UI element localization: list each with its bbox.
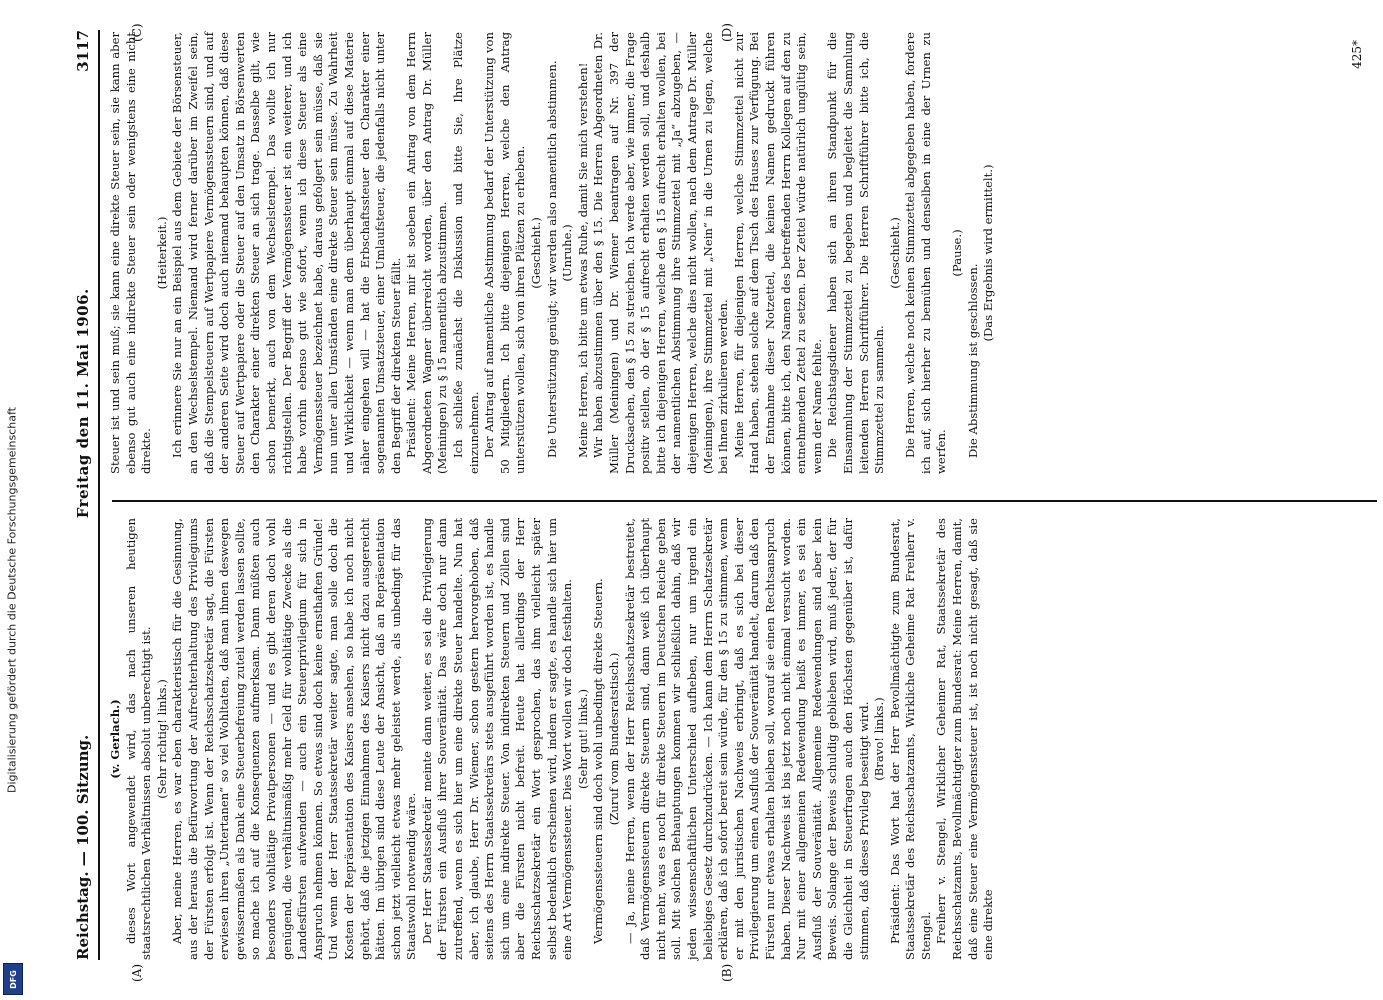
stage-direction: (Unruhe.): [560, 224, 575, 282]
stage-direction: (Zuruf vom Bundesratstisch.): [607, 652, 621, 826]
stage-direction: (Bravo! links.): [872, 697, 887, 781]
body-paragraph: Wir haben abzustimmen über den § 15. Die Herren Abgeordneten Dr. Müller (Meiningen) und Dr. Wiemer beantragen auf Nr. 397 der Drucksachen, den § 15 zu streichen. Ich werde aber, wie immer, die Frage positiv stellen, ob der § 15 aufrecht erhalten werden soll, und deshalb bitte ich diejenigen Herren, welche den § 15 aufrecht erhalten wollen, bei der namentlichen Abstimmung ihre Stimmzettel mit „Ja“ abzugeben, — diejenigen Herren, welche dies nicht wollen, nach dem Antrage Dr. Müller (Meiningen), ihre Stimmzettel mit „Nein“ in die Urnen zu legen, welche bei Ihnen zirkulieren werden.: [591, 32, 731, 474]
body-paragraph: Die Reichstagsdiener haben sich an ihren Standpunkt für die Einsammlung der Stimmzettel zu begeben und begleitet die Sammlung leitenden Herren Schriftführer. Die Herren Schriftführer bitte ich, die Stimmzettel zu sammeln.: [825, 32, 887, 474]
stage-direction: (Sehr gut! links.): [575, 689, 590, 789]
stage-direction: (Geschieht.): [887, 217, 902, 289]
column-divider: [112, 500, 1377, 502]
dfg-logo-text: DFG: [8, 969, 18, 989]
left-column: [108, 518, 1377, 960]
speaker-label: (v. Gerlach.): [108, 699, 122, 779]
body-paragraph: Die Abstimmung ist geschlossen.: [965, 263, 980, 458]
rotated-page: [60, 0, 1383, 1000]
body-paragraph: Freiherr v. Stengel, Wirklicher Geheimer Rat, Staatssekretär des Reichsschatzamts, Bevollmächtigter zum Bundesrat: Meine Herren, damit, daß eine Steuer eine Vermögenssteuer ist, ist noch nicht gesagt, daß sie eine direkte: [934, 518, 996, 960]
stage-direction: (Pause.): [950, 229, 965, 277]
stage-direction: (Geschieht.): [529, 217, 544, 289]
signature-mark: 425*: [1350, 40, 1364, 69]
header-left: Reichstag. — 100. Sitzung.: [74, 734, 92, 960]
stage-direction: (Das Ergebnis wird ermittelt.): [981, 164, 996, 342]
stage-direction: (Heiterkeit.): [154, 216, 169, 290]
page-header: [74, 30, 100, 960]
watermark-strip: [0, 0, 24, 1000]
stage-direction: (Sehr richtig! links.): [154, 679, 169, 799]
body-paragraph: Ich schließe zunächst die Diskussion und bitte Sie, Ihre Plätze einzunehmen.: [451, 32, 481, 474]
body-paragraph: — Ja, meine Herren, wenn der Herr Reichsschatzsekretär bestreitet, daß Vermögenssteuern direkte Steuern sind, dann weiß ich überhaupt nicht mehr, was es noch für direkte Steuern im Deutschen Reiche geben soll. Mit solchen Behauptungen kommen wir schließlich dahin, daß wir jeden wissenschaftlichen Unterschied aufheben, nur um irgend ein beliebiges Gesetz durchzudrücken. — Ich kann dem Herrn Schatzsekretär erklären, daß ich sofort bereit sein würde, für den § 15 zu stimmen, wenn er mit den juristischen Nachweis erbringt, daß es sich bei dieser Privilegierung um einen Ausfluß der Souveränität handelt, darum daß den Fürsten nur etwas erhalten bleiben soll, worauf sie einen Rechtsanspruch haben. Dieser Nachweis ist bis jetzt noch nicht einmal versucht worden. Nur mit einer allgemeinen Redewendung heißt es immer, es sei ein Ausfluß der Souveränität. Allgemeine Redewendungen sind aber kein Beweis. Solange der Beweis schuldig geblieben wird, muß jeder, der für die Gleichheit in Steuerfragen auch den Höchsten gegenüber ist, dafür stimmen, daß dieses Privileg beseitigt wird.: [622, 518, 871, 960]
margin-mark-b: (B): [720, 963, 734, 982]
header-date: Freitag den 11. Mai 1906.: [74, 288, 92, 519]
body-paragraph: Der Herr Staatssekretär meinte dann weiter, es sei die Privilegierung der Fürsten ein Ausfluß ihrer Souveränität. Das wäre doch nur dann zutreffend, wenn es sich hier um eine direkte Steuer handelte. Nun hat aber, ich glaube, Herr Dr. Wiemer, schon gestern hervorgehoben, daß seitens des Herrn Staatssekretärs stets ausgeführt worden ist, es handle sich um eine indirekte Steuer. Von indirekten Steuern und Zöllen sind aber die Fürsten nicht befreit. Heute hat allerdings der Herr Reichsschatzsekretär ein Wort gesprochen, das ihm vielleicht später selbst bedenklich erscheinen wird, indem er sagte, es handle sich hier um eine Art Vermögenssteuer. Dies Wort wollen wir doch festhalten.: [419, 518, 575, 960]
body-paragraph: Die Herren, welche noch keinen Stimmzettel abgegeben haben, fordere ich auf, sich hierher zu bemühen und denselben in eine der Urnen zu werfen.: [903, 32, 949, 474]
body-paragraph: dieses Wort angewendet wird, das nach unseren heutigen staatsrechtlichen Verhältnissen absolut unberechtigt ist.: [123, 518, 154, 960]
body-paragraph: Der Antrag auf namentliche Abstimmung bedarf der Unterstützung von 50 Mitgliedern. Ich bitte diejenigen Herren, welche den Antrag unterstützen wollen, sich von ihren Plätzen zu erheben.: [482, 32, 528, 474]
page-number: 3117: [74, 30, 92, 72]
body-paragraph: Meine Herren, für diejenigen Herren, welche Stimmzettel nicht zur Hand haben, stehen solche auf dem Tisch des Hauses zur Verfügung. Bei der Entnahme dieser Notzettel, die keinen Namen gedruckt führen können, bitte ich, den Namen des betreffenden Herrn Kollegen auf den zu entnehmenden Zettel zu setzen. Der Zettel würde natürlich ungültig sein, wenn der Name fehlte.: [731, 32, 824, 474]
body-paragraph: Die Unterstützung genügt; wir werden also namentlich abstimmen.: [544, 60, 559, 458]
margin-mark-d: (D): [720, 23, 734, 42]
dfg-logo: [3, 963, 23, 995]
president-remark: Präsident: Meine Herren, mir ist soeben ein Antrag von dem Herrn Abgeordneten Wagner überreicht worden, über den Antrag Dr. Müller (Meiningen) zu § 15 namentlich abzustimmen.: [404, 32, 450, 474]
body-paragraph: Vermögenssteuern sind doch wohl unbedingt direkte Steuern.: [591, 578, 606, 944]
margin-mark-c: (C): [130, 23, 144, 42]
president-remark: Präsident: Das Wort hat der Herr Bevollmächtigte zum Bundesrat, Staatssekretär des Reichsschatzamts, Wirkliche Geheime Rat Freiherr v. Stengel.: [887, 518, 933, 960]
body-paragraph: Ich erinnere Sie nur an ein Beispiel aus dem Gebiete der Börsensteuer, an den Wechselstempel. Niemand wird ferner darüber im Zweifel sein, daß die Stempelsteuern auf Wertpapiere Vermögenssteuern sind, und auf der anderen Seite wird doch auch niemand behaupten können, daß diese Steuer auf Wertpapiere oder die Steuer auf den Umsatz in Börsenwerten den Charakter einer direkten Steuer an sich trage. Dasselbe gilt, wie schon bemerkt, auch von dem Wechselstempel. Das wollte ich nur richtigstellen. Der Begriff der Vermögenssteuer ist ein weiterer, und ich habe vorhin ebenso gut wie sofort, wenn ich diese Steuer als eine Vermögenssteuer bezeichnet habe, daraus gefolgert sein müsse, daß sie nun unter allen Umständen eine direkte Steuer sein müsse. Zu Wahrheit und Wirklichkeit — wenn man dem überhaupt einmal auf diese Materie näher eingehen will — hat die Erbschaftssteuer den Charakter einer sogenannten Umsatzsteuer, einer Umlaufsteuer, die jedenfalls nicht unter den Begriff der direkten Steuer fällt.: [170, 32, 403, 474]
document-page: [60, 0, 1383, 1000]
body-paragraph: Meine Herren, ich bitte um etwas Ruhe, damit Sie mich verstehen!: [575, 62, 590, 458]
margin-mark-a: (A): [130, 963, 144, 982]
body-paragraph: Steuer ist und sein muß; sie kann eine direkte Steuer sein, sie kann aber ebenso gut auch eine indirekte Steuer sein oder wenigstens eine nicht direkte.: [108, 32, 154, 474]
right-column: [108, 32, 1377, 474]
body-paragraph: Aber, meine Herren, es war eben charakteristisch für die Gesinnung, aus der heraus die Befürwortung der Aufrechterhaltung des Privilegiums der Fürsten erfolgt ist. Wenn der Reichsschatzsekretär sagt, die Fürsten erwiesen ihren „Untertanen“ so viel Wohltaten, daß man ihnen deswegen gewissermaßen als Dank eine Steuerbefreiung zuteil werden lassen sollte, so mache ich auf die Konsequenzen aufmerksam. Dann müßten auch besonders wohltätige Privatpersonen — und es gibt deren doch wohl genügend, die verhältnismäßig mehr Geld für wohltätige Zwecke als die Landesfürsten aufwenden — auch ein Steuerprivilegium für sich in Anspruch nehmen können. So etwas sind doch keine ernsthaften Gründe! Und wenn der Herr Staatssekretär weiter sagte, man solle doch die Kosten der Repräsentation des Kaisers ansehen, so habe ich noch nicht gehört, daß die jetzigen Einnahmen des Kaisers nicht dazu ausgereicht hätten. Im übrigen sind diese Leute der Ansicht, daß an Repräsentation schon jetzt vielleicht etwas mehr geleistet werde, als unbedingt für das Staatswohl notwendig wäre.: [170, 518, 419, 960]
watermark-text: Digitalisierung gefördert durch die Deutsche Forschungsgemeinschaft: [5, 407, 19, 793]
